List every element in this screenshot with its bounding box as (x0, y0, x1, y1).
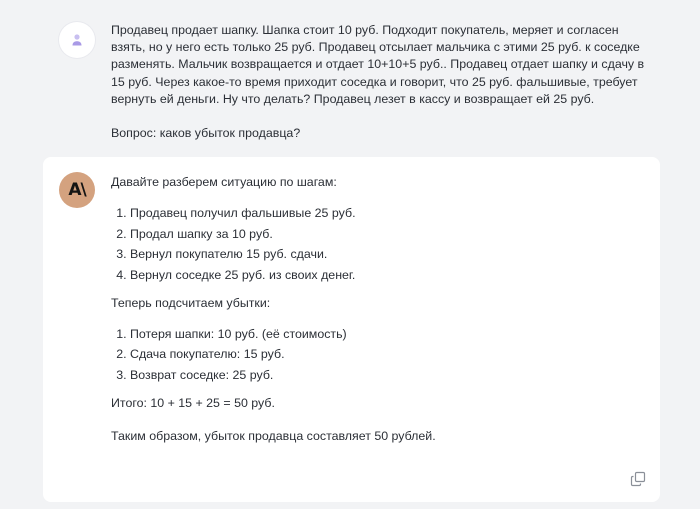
total-line: Итого: 10 + 15 + 25 = 50 руб. (111, 395, 275, 410)
list-item: 2. Сдача покупателю: 15 руб. (130, 346, 631, 363)
conclusion-line: Таким образом, убыток продавца составляет 50 рублей. (111, 428, 436, 443)
user-message (0, 0, 700, 156)
user-message-text (111, 22, 651, 142)
assistant-avatar: A\ (59, 172, 95, 208)
list-item: 3. Возврат соседке: 25 руб. (130, 367, 631, 384)
user-icon (70, 32, 84, 48)
list-item: 2. Продал шапку за 10 руб. (130, 226, 631, 243)
user-message-question: Вопрос: каков убыток продавца? (111, 126, 301, 141)
assistant-intro: Давайте разберем ситуацию по шагам: (111, 175, 337, 189)
copy-icon[interactable] (630, 471, 646, 487)
assistant-message (43, 157, 660, 502)
user-avatar (59, 22, 95, 58)
list-item: 1. Потеря шапки: 10 руб. (её стоимость) (130, 326, 631, 343)
user-message-body: Продавец продает шапку. Шапка стоит 10 руб. Подходит покупатель, меряет и согласен взять, но у него есть только 25 руб. Продавец отсылает мальчика с этими 25 руб. к соседке разменять. Мальчик возвращается и отдает 10+10+5 руб.. Продавец отдает шапку и сдачу в 15 руб. Через какое-то время приходит соседка и говорит, что 25 руб. фальшивые, требует вернуть ей деньги. Ну что делать? Продавец лезет в кассу и возвращает ей 25 руб. (111, 23, 645, 106)
list-item: 1. Продавец получил фальшивые 25 руб. (130, 205, 631, 222)
losses-intro: Теперь подсчитаем убытки: (111, 295, 271, 310)
assistant-message-body (111, 174, 631, 445)
losses-list (111, 326, 631, 384)
list-item: 4. Вернул соседке 25 руб. из своих денег. (130, 267, 631, 284)
list-item: 3. Вернул покупателю 15 руб. сдачи. (130, 246, 631, 263)
steps-list (111, 205, 631, 284)
